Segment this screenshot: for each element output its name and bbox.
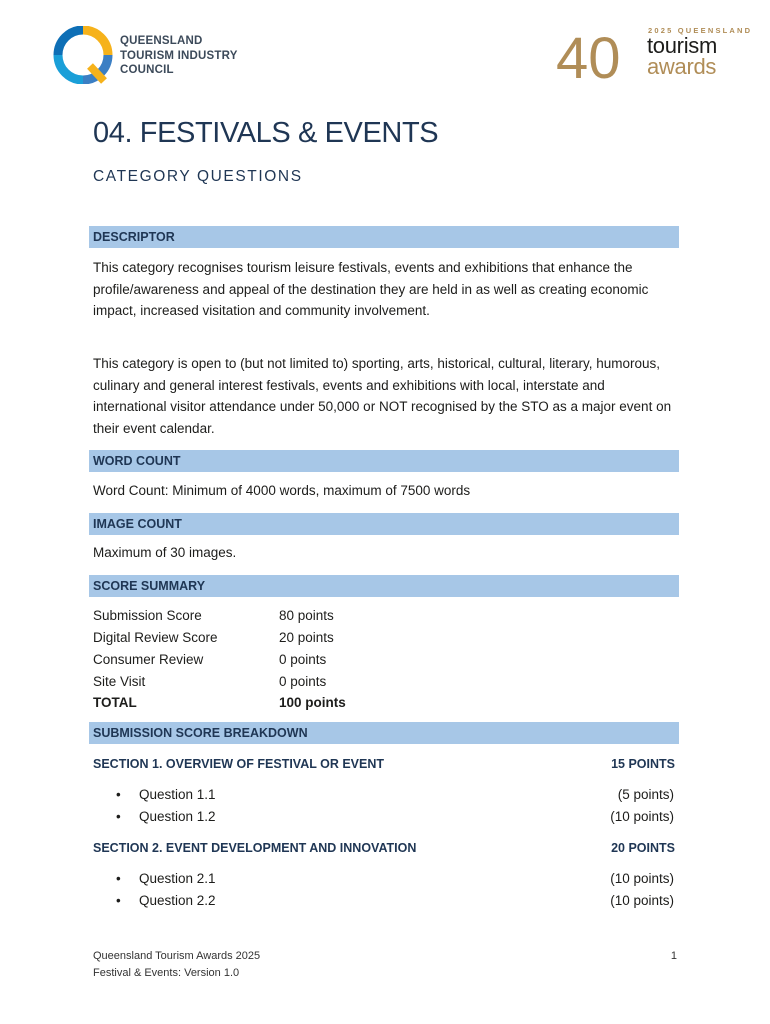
score-value: 20 points xyxy=(279,630,334,645)
qtic-logo-line: TOURISM INDUSTRY xyxy=(120,49,238,62)
question-points: (10 points) xyxy=(610,893,674,908)
page-number: 1 xyxy=(670,950,677,962)
question-points: (5 points) xyxy=(617,787,674,802)
question-label: Question 1.1 xyxy=(139,787,216,802)
tourism-awards-logo-mark xyxy=(556,26,646,84)
score-total-value: 100 points xyxy=(279,695,346,710)
awards-logo-small-text: 2025 QUEENSLAND xyxy=(648,26,753,35)
descriptor-paragraph-1: This category recognises tourism leisure festivals, events and exhibitions that enhance the profile/awareness and appeal of the destination they are held in as well as creating economic impact, increased visitation and community involvement. xyxy=(93,260,649,318)
descriptor-paragraph-2: This category is open to (but not limited to) sporting, arts, historical, cultural, literary, humorous, culinary and general interest festivals, events and exhibitions with local, interstate and international visitor attendance under 50,000 or NOT recognised by the STO as a major event on their event calendar. xyxy=(93,356,672,436)
bullet-icon: • xyxy=(116,787,121,802)
bullet-icon: • xyxy=(116,871,121,886)
awards-logo-word-awards: awards xyxy=(647,54,717,79)
section-title: SECTION 1. OVERVIEW OF FESTIVAL OR EVENT xyxy=(93,757,385,771)
image-count-heading: IMAGE COUNT xyxy=(93,517,182,531)
question-label: Question 2.2 xyxy=(139,893,216,908)
page-title: 04. FESTIVALS & EVENTS xyxy=(93,117,439,149)
section-points: 20 POINTS xyxy=(611,841,675,855)
question-points: (10 points) xyxy=(610,809,674,824)
descriptor-heading: DESCRIPTOR xyxy=(93,230,175,244)
descriptor-heading-bar xyxy=(89,226,679,248)
section-points: 15 POINTS xyxy=(611,757,675,771)
score-label: Submission Score xyxy=(93,608,202,623)
score-total-label: TOTAL xyxy=(93,695,137,710)
qtic-logo-line: COUNCIL xyxy=(120,64,174,76)
awards-logo-word-tourism: tourism xyxy=(647,33,718,58)
question-points: (10 points) xyxy=(610,871,674,886)
section-title: SECTION 2. EVENT DEVELOPMENT AND INNOVATION xyxy=(93,841,417,855)
image-count-heading-bar xyxy=(89,513,679,535)
qtic-logo-mark xyxy=(52,26,114,84)
qtic-logo-line: QUEENSLAND xyxy=(120,35,203,47)
score-value: 0 points xyxy=(279,652,327,667)
score-value: 80 points xyxy=(279,608,334,623)
word-count-heading-bar xyxy=(89,450,679,472)
qtic-logo-text xyxy=(120,34,270,78)
bullet-icon: • xyxy=(116,809,121,824)
breakdown-heading: SUBMISSION SCORE BREAKDOWN xyxy=(93,726,308,740)
bullet-icon: • xyxy=(116,893,121,908)
score-summary-heading-bar xyxy=(89,575,679,597)
word-count-heading: WORD COUNT xyxy=(93,454,181,468)
score-label: Consumer Review xyxy=(93,652,204,667)
breakdown-heading-bar xyxy=(89,722,679,744)
score-label: Site Visit xyxy=(93,674,146,689)
question-label: Question 2.1 xyxy=(139,871,216,886)
word-count-text: Word Count: Minimum of 4000 words, maximum of 7500 words xyxy=(93,483,471,498)
awards-logo-number: 40 xyxy=(556,26,621,84)
score-label: Digital Review Score xyxy=(93,630,218,645)
score-summary-heading: SCORE SUMMARY xyxy=(93,579,206,593)
footer-line-2: Festival & Events: Version 1.0 xyxy=(93,967,240,979)
question-label: Question 1.2 xyxy=(139,809,216,824)
footer-line-1: Queensland Tourism Awards 2025 xyxy=(93,950,261,962)
page-subtitle: CATEGORY QUESTIONS xyxy=(93,168,303,185)
image-count-text: Maximum of 30 images. xyxy=(93,545,237,560)
score-value: 0 points xyxy=(279,674,327,689)
